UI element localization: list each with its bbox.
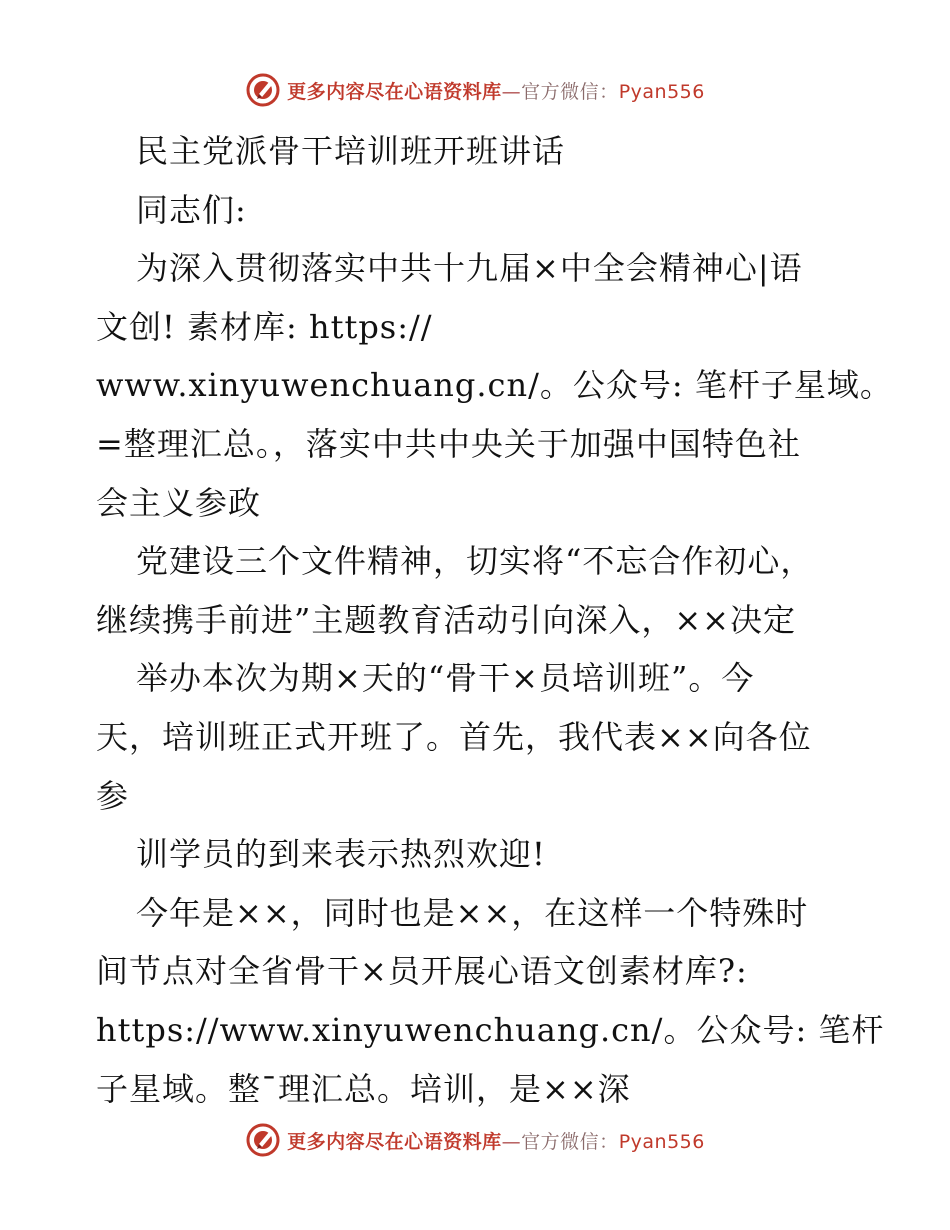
text-line: 会主义参政 <box>96 483 262 522</box>
header-watermark-title: 更多内容尽在心语资料库 <box>287 80 502 103</box>
text-line: https://www.xinyuwenchuang.cn/。公众号: 笔杆 <box>96 1010 885 1049</box>
text-line: 间节点对全省骨干×员开展心语文创素材库?: <box>96 952 748 991</box>
header-watermark-label: 官方微信： <box>521 80 619 103</box>
header-watermark <box>0 68 950 112</box>
text-line: 继续携手前进”主题教育活动引向深入，××决定 <box>96 600 796 639</box>
footer-watermark-label: 官方微信： <box>521 1130 619 1153</box>
footer-watermark-title: 更多内容尽在心语资料库 <box>287 1130 502 1153</box>
pen-logo-icon <box>245 72 281 108</box>
footer-watermark-text <box>287 1127 705 1154</box>
header-watermark-id: Pyan556 <box>618 80 705 103</box>
text-line: 举办本次为期×天的“骨干×员培训班”。今 <box>136 659 755 698</box>
document-title: 民主党派骨干培训班开班讲话 <box>136 132 566 170</box>
footer-watermark-id: Pyan556 <box>618 1130 705 1153</box>
text-line: 今年是××，同时也是××，在这样一个特殊时 <box>136 893 809 932</box>
text-line: 同志们: <box>136 190 247 229</box>
document-body <box>96 122 893 1118</box>
text-line: 文创! 素材库: https:// <box>96 307 433 346</box>
text-line: 训学员的到来表示热烈欢迎! <box>136 835 546 874</box>
header-watermark-text <box>287 77 705 104</box>
text-line: =整理汇总。，落实中共中央关于加强中国特色社 <box>96 424 801 463</box>
text-line: 子星域。整¯理汇总。培训，是××深 <box>96 1069 631 1108</box>
footer-watermark <box>0 1118 950 1162</box>
text-line: 天，培训班正式开班了。首先，我代表××向各位 <box>96 717 812 756</box>
footer-watermark-dash: — <box>501 1130 522 1153</box>
text-line: 参 <box>96 776 130 815</box>
pen-logo-icon <box>245 1122 281 1158</box>
header-watermark-dash: — <box>501 80 522 103</box>
text-line: www.xinyuwenchuang.cn/。公众号: 笔杆子星域。 <box>96 366 893 405</box>
text-line: 党建设三个文件精神，切实将“不忘合作初心， <box>136 542 814 581</box>
text-line: 为深入贯彻落实中共十九届×中全会精神心|语 <box>136 249 803 288</box>
